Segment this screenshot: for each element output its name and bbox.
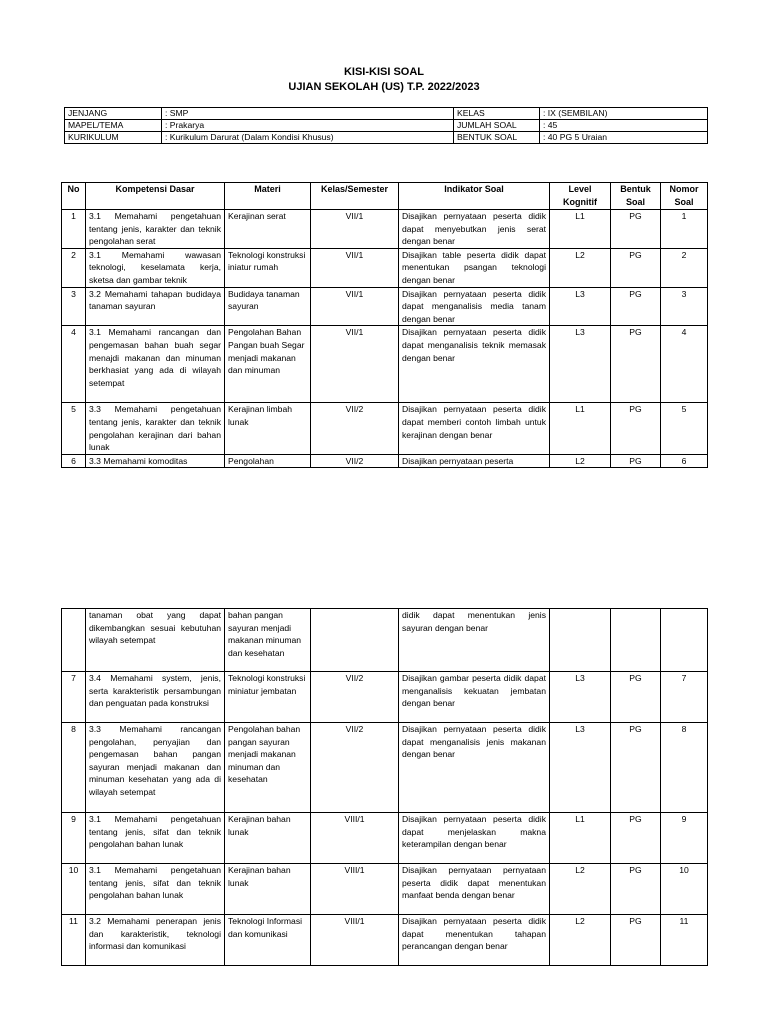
cell-kelas: VII/2 — [311, 403, 399, 454]
col-header-nomor-1: Nomor — [669, 184, 699, 194]
cell-kelas — [311, 609, 399, 672]
cell-indikator: Disajikan pernyataan peserta didik dapat menganalisis teknik memasak dengan benar — [399, 326, 550, 403]
col-header-nomor-2: Soal — [674, 197, 694, 207]
info-table — [64, 107, 708, 144]
cell-indikator: Disajikan pernyataan peserta didik dapat menyebutkan jenis serat dengan benar — [399, 210, 550, 249]
table-row — [62, 864, 708, 915]
col-header-bentuk — [611, 183, 661, 210]
info-label: KELAS — [454, 108, 540, 120]
cell-level: L1 — [550, 813, 611, 864]
cell-kelas: VIII/1 — [311, 864, 399, 915]
table-row — [62, 672, 708, 723]
table-row — [62, 403, 708, 454]
cell-materi: Kerajinan bahan lunak — [225, 813, 311, 864]
cell-bentuk: PG — [611, 723, 661, 813]
table-row — [62, 723, 708, 813]
cell-materi: Teknologi Informasi dan komunikasi — [225, 915, 311, 966]
cell-kompetensi: 3.3 Memahami komoditas — [86, 454, 225, 468]
cell-bentuk: PG — [611, 864, 661, 915]
info-label: KURIKULUM — [65, 132, 162, 144]
cell-kelas: VII/1 — [311, 210, 399, 249]
cell-kompetensi: 3.2 Memahami tahapan budidaya tanaman sayuran — [86, 287, 225, 326]
cell-materi: Teknologi konstruksi miniatur jembatan — [225, 672, 311, 723]
cell-level — [550, 609, 611, 672]
cell-bentuk: PG — [611, 454, 661, 468]
cell-kompetensi: 3.1 Memahami pengetahuan tentang jenis, karakter dan teknik pengolahan serat — [86, 210, 225, 249]
info-label: JUMLAH SOAL — [454, 120, 540, 132]
cell-kompetensi: 3.1 Memahami rancangan dan pengemasan bahan buah segar menajdi makanan dan minuman berkhasiat yang ada di wilayah setempat — [86, 326, 225, 403]
cell-kelas: VII/1 — [311, 248, 399, 287]
info-label: BENTUK SOAL — [454, 132, 540, 144]
cell-level: L1 — [550, 210, 611, 249]
cell-nomor: 3 — [661, 287, 708, 326]
cell-kelas: VII/1 — [311, 287, 399, 326]
cell-kelas: VII/2 — [311, 672, 399, 723]
col-header-kompetensi: Kompetensi Dasar — [86, 183, 225, 210]
cell-bentuk: PG — [611, 813, 661, 864]
cell-indikator: Disajikan gambar peserta didik dapat menganalisis kekuatan jembatan dengan benar — [399, 672, 550, 723]
cell-nomor: 10 — [661, 864, 708, 915]
cell-kompetensi: 3.3 Memahami pengetahuan tentang jenis, karakter dan teknik pengolahan kerajinan dari bahan lunak — [86, 403, 225, 454]
document-subtitle: UJIAN SEKOLAH (US) T.P. 2022/2023 — [288, 81, 480, 93]
cell-bentuk: PG — [611, 326, 661, 403]
cell-nomor: 6 — [661, 454, 708, 468]
col-header-level-2: Kognitif — [563, 197, 597, 207]
info-label: MAPEL/TEMA — [65, 120, 162, 132]
table-row — [62, 287, 708, 326]
info-row — [65, 132, 708, 144]
cell-indikator: Disajikan pernyataan peserta didik dapat memberi contoh limbah untuk kerajinan dengan benar — [399, 403, 550, 454]
cell-kelas: VII/1 — [311, 326, 399, 403]
cell-level: L2 — [550, 864, 611, 915]
cell-nomor: 1 — [661, 210, 708, 249]
cell-nomor: 8 — [661, 723, 708, 813]
col-header-bentuk-1: Bentuk — [620, 184, 651, 194]
cell-no: 9 — [62, 813, 86, 864]
cell-kelas: VII/2 — [311, 454, 399, 468]
cell-kompetensi: 3.1 Memahami wawasan teknologi, keselamata kerja, sketsa dan gambar teknik — [86, 248, 225, 287]
cell-no: 8 — [62, 723, 86, 813]
cell-bentuk: PG — [611, 248, 661, 287]
cell-materi: bahan pangan sayuran menjadi makanan minuman dan kesehatan — [225, 609, 311, 672]
table-row — [62, 326, 708, 403]
cell-level: L2 — [550, 915, 611, 966]
kisi-table-page-2 — [61, 608, 708, 966]
col-header-materi: Materi — [225, 183, 311, 210]
cell-no: 4 — [62, 326, 86, 403]
cell-materi: Budidaya tanaman sayuran — [225, 287, 311, 326]
table-header-row — [62, 183, 708, 210]
cell-indikator: Disajikan pernyataan peserta didik dapat menganalisis media tanam dengan benar — [399, 287, 550, 326]
cell-indikator: Disajikan pernyataan peserta didik dapat menentukan tahapan perancangan dengan benar — [399, 915, 550, 966]
col-header-no: No — [62, 183, 86, 210]
info-value: : Kurikulum Darurat (Dalam Kondisi Khusus) — [162, 132, 454, 144]
cell-no — [62, 609, 86, 672]
cell-nomor: 5 — [661, 403, 708, 454]
cell-indikator: Disajikan pernyataan peserta — [399, 454, 550, 468]
info-value: : 45 — [540, 120, 708, 132]
cell-level: L3 — [550, 672, 611, 723]
cell-nomor — [661, 609, 708, 672]
col-header-indikator: Indikator Soal — [399, 183, 550, 210]
col-header-bentuk-2: Soal — [625, 197, 645, 207]
cell-level: L2 — [550, 454, 611, 468]
cell-no: 3 — [62, 287, 86, 326]
cell-bentuk — [611, 609, 661, 672]
cell-nomor: 11 — [661, 915, 708, 966]
info-value: : IX (SEMBILAN) — [540, 108, 708, 120]
cell-bentuk: PG — [611, 403, 661, 454]
kisi-table-page-1 — [61, 182, 708, 468]
cell-level: L1 — [550, 403, 611, 454]
cell-kelas: VIII/1 — [311, 915, 399, 966]
cell-no: 6 — [62, 454, 86, 468]
info-value: : Prakarya — [162, 120, 454, 132]
cell-bentuk: PG — [611, 672, 661, 723]
cell-kompetensi: 3.1 Memahami pengetahuan tentang jenis, sifat dan teknik pengolahan bahan lunak — [86, 813, 225, 864]
table-row — [62, 813, 708, 864]
cell-materi: Kerajinan serat — [225, 210, 311, 249]
cell-level: L2 — [550, 248, 611, 287]
cell-indikator: Disajikan table peserta didik dapat menentukan psangan teknologi dengan benar — [399, 248, 550, 287]
table-row — [62, 248, 708, 287]
cell-nomor: 2 — [661, 248, 708, 287]
cell-no: 10 — [62, 864, 86, 915]
cell-no: 1 — [62, 210, 86, 249]
col-header-kelas: Kelas/Semester — [311, 183, 399, 210]
info-row — [65, 120, 708, 132]
cell-indikator: Disajikan pernyataan peserta didik dapat menganalisis jenis makanan dengan benar — [399, 723, 550, 813]
cell-materi: Teknologi konstruksi iniatur rumah — [225, 248, 311, 287]
cell-kelas: VIII/1 — [311, 813, 399, 864]
cell-kelas: VII/2 — [311, 723, 399, 813]
table-row — [62, 915, 708, 966]
cell-materi: Pengolahan bahan pangan sayuran menjadi makanan minuman dan kesehatan — [225, 723, 311, 813]
cell-nomor: 4 — [661, 326, 708, 403]
col-header-level-1: Level — [568, 184, 592, 194]
cell-bentuk: PG — [611, 287, 661, 326]
cell-kompetensi: 3.4 Memahami system, jenis, serta karakteristik persambungan dan penguatan pada konstruksi — [86, 672, 225, 723]
table-row — [62, 454, 708, 468]
cell-no: 11 — [62, 915, 86, 966]
col-header-nomor — [661, 183, 708, 210]
cell-kompetensi: 3.3 Memahami rancangan pengolahan, penyajian dan pengemasan bahan pangan sayuran menjadi makanan dan minuman kesehatan yang ada di wilayah setempat — [86, 723, 225, 813]
cell-kompetensi: 3.1 Memahami pengetahuan tentang jenis, sifat dan teknik pengolahan bahan lunak — [86, 864, 225, 915]
cell-materi: Kerajinan limbah lunak — [225, 403, 311, 454]
cell-level: L3 — [550, 287, 611, 326]
table-row — [62, 609, 708, 672]
cell-materi: Pengolahan — [225, 454, 311, 468]
cell-indikator: Disajikan pernyataan pernyataan peserta didik dapat menentukan manfaat benda dengan benar — [399, 864, 550, 915]
cell-indikator: didik dapat menentukan jenis sayuran dengan benar — [399, 609, 550, 672]
document-title: KISI-KISI SOAL — [343, 66, 425, 78]
cell-no: 5 — [62, 403, 86, 454]
info-label: JENJANG — [65, 108, 162, 120]
cell-kompetensi: tanaman obat yang dapat dikembangkan sesuai kebutuhan wilayah setempat — [86, 609, 225, 672]
info-value: : 40 PG 5 Uraian — [540, 132, 708, 144]
cell-no: 7 — [62, 672, 86, 723]
cell-bentuk: PG — [611, 210, 661, 249]
cell-indikator: Disajikan pernyataan peserta didik dapat menjelaskan makna keterampilan dengan benar — [399, 813, 550, 864]
cell-nomor: 7 — [661, 672, 708, 723]
col-header-level — [550, 183, 611, 210]
cell-level: L3 — [550, 723, 611, 813]
cell-materi: Kerajinan bahan lunak — [225, 864, 311, 915]
cell-no: 2 — [62, 248, 86, 287]
cell-kompetensi: 3.2 Memahami penerapan jenis dan karakteristik, teknologi informasi dan komunikasi — [86, 915, 225, 966]
table-row — [62, 210, 708, 249]
cell-materi: Pengolahan Bahan Pangan buah Segar menjadi makanan dan minuman — [225, 326, 311, 403]
info-value: : SMP — [162, 108, 454, 120]
cell-bentuk: PG — [611, 915, 661, 966]
cell-level: L3 — [550, 326, 611, 403]
cell-nomor: 9 — [661, 813, 708, 864]
info-row — [65, 108, 708, 120]
